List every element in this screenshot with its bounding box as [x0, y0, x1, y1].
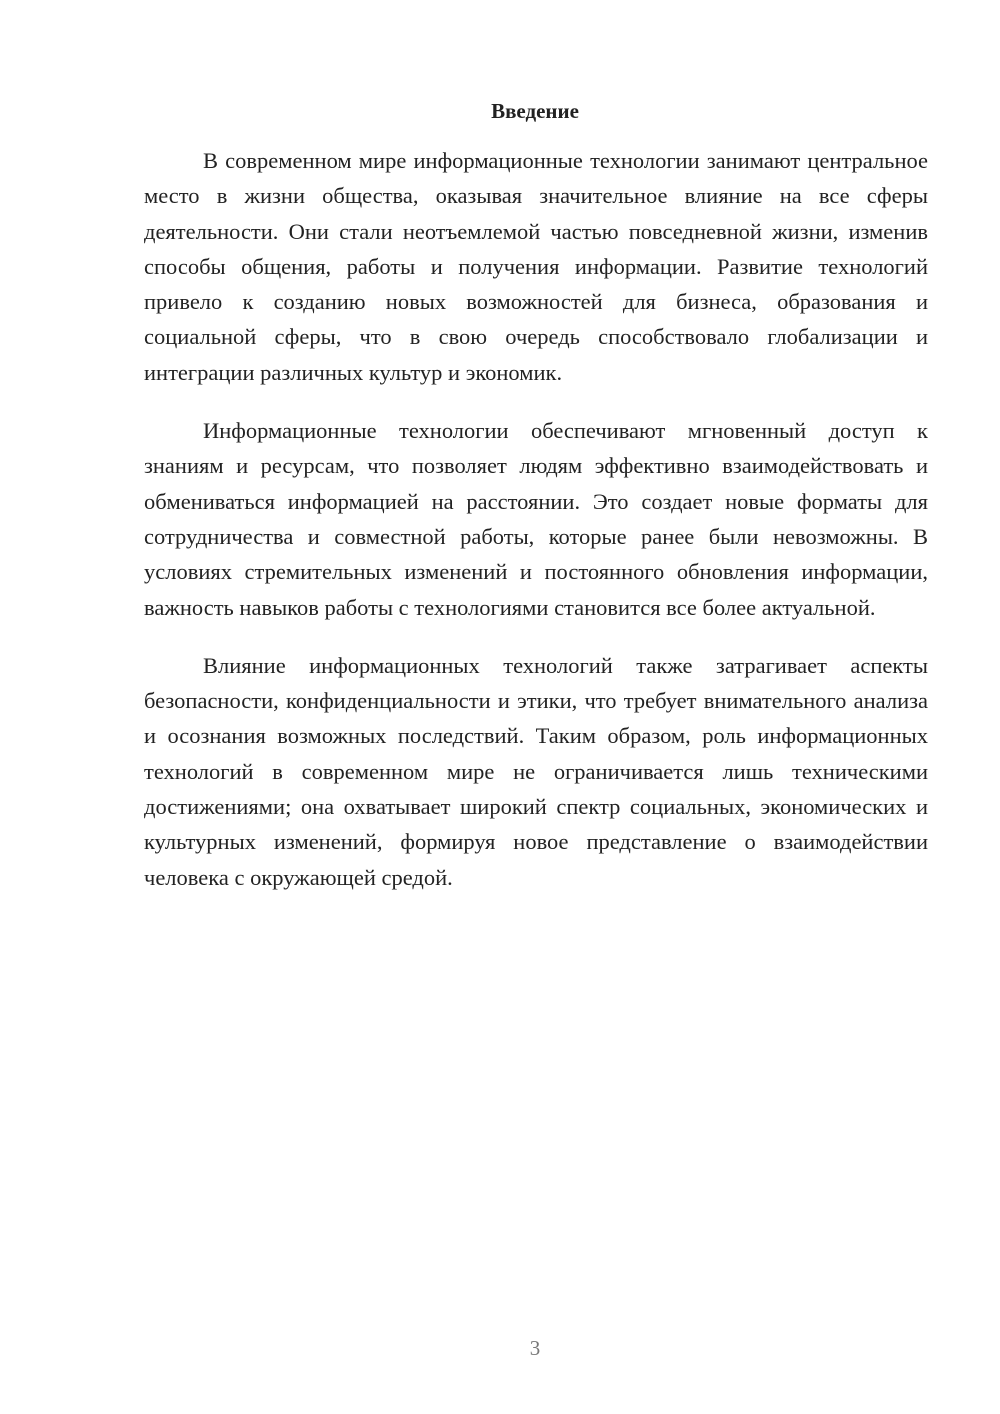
paragraph-2: Информационные технологии обеспечивают мгновенный доступ к знаниям и ресурсам, что позволяет людям эффективно взаимодействовать и обмениваться информацией на расстоянии. Это создает новые форматы для сотрудничества и совместной работы, которые ранее были невозможны. В условиях стремительных изменений и постоянного обновления информации, важность навыков работы с технологиями становится все более актуальной. [144, 418, 928, 620]
section-title: Введение [491, 99, 579, 123]
page-number: 3 [529, 1336, 541, 1360]
paragraph-1: В современном мире информационные технологии занимают центральное место в жизни общества, оказывая значительное влияние на все сферы деятельности. Они стали неотъемлемой частью повседневной жизни, изменив способы общения, работы и получения информации. Развитие технологий привело к созданию новых возможностей для бизнеса, образования и социальной сферы, что в свою очередь способствовало глобализации и интеграции различных культур и экономик. [144, 148, 928, 385]
body-text [144, 143, 928, 918]
paragraph-3: Влияние информационных технологий также затрагивает аспекты безопасности, конфиденциальности и этики, что требует внимательного анализа и осознания возможных последствий. Таким образом, роль информационных технологий в современном мире не ограничивается лишь техническими достижениями; она охватывает широкий спектр социальных, экономических и культурных изменений, формируя новое представление о взаимодействии человека с окружающей средой. [144, 652, 928, 890]
